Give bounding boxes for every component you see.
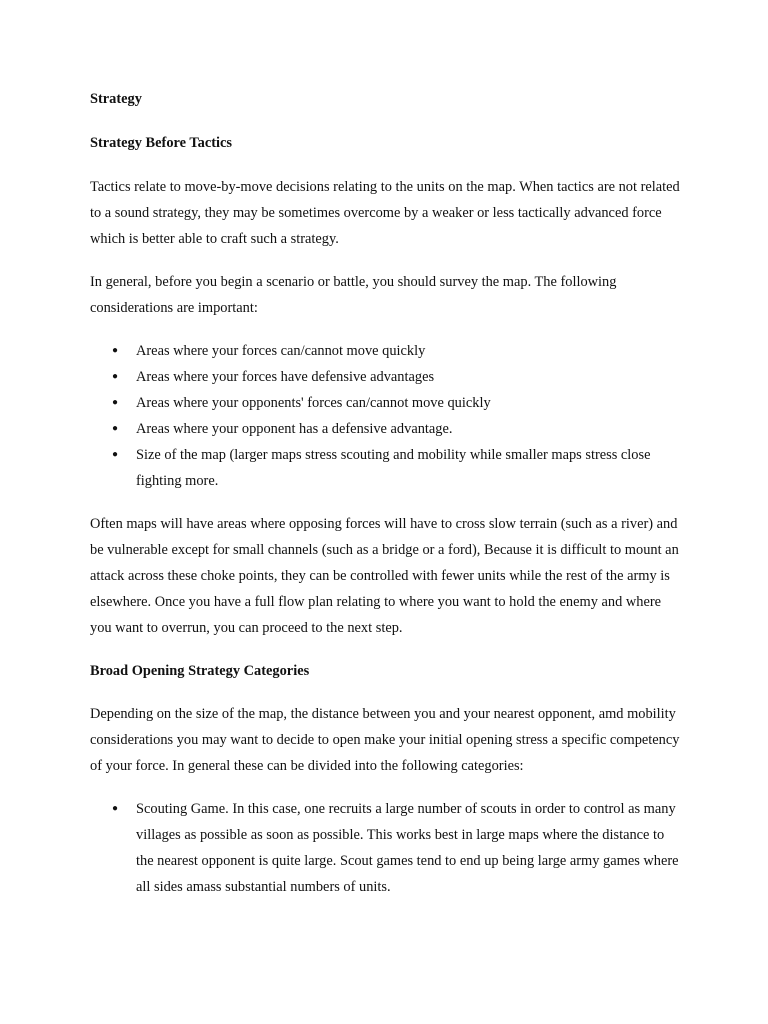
paragraph-choke-points: Often maps will have areas where opposing forces will have to cross slow terrain (such as a river) and be vulnerable except for small channels (such as a bridge or a ford), Because it is difficult to mount an attack across these choke points, they can be controlled with fewer units while the rest of the army is elsewhere. Once you have a full flow plan relating to where you want to hold the enemy and where you want to overrun, you can proceed to the next step. <box>90 516 679 636</box>
considerations-list <box>90 338 682 494</box>
document-content <box>90 86 682 917</box>
bullet-icon: ● <box>112 803 119 814</box>
paragraph-tactics: Tactics relate to move-by-move decisions relating to the units on the map. When tactics are not related to a sound strategy, they may be sometimes overcome by a weaker or less tactically advanced force which is better able to craft such a strategy. <box>90 179 680 247</box>
paragraph-survey-map: In general, before you begin a scenario or battle, you should survey the map. The following considerations are important: <box>90 274 617 316</box>
list-item <box>90 442 682 494</box>
list-item-text: Scouting Game. In this case, one recruits a large number of scouts in order to control as many villages as possible as soon as possible. This works best in large maps where the distance to the nearest opponent is quite large. Scout games tend to end up being large army games where all sides amass substantial numbers of units. <box>136 801 679 895</box>
bullet-icon: ● <box>112 397 119 408</box>
bullet-icon: ● <box>112 423 119 434</box>
paragraph-opening-categories: Depending on the size of the map, the distance between you and your nearest opponent, amd mobility considerations you may want to decide to open make your initial opening stress a specific competency of your force. In general these can be divided into the following categories: <box>90 706 680 774</box>
bullet-icon: ● <box>112 449 119 460</box>
list-item <box>90 390 682 416</box>
document-title: Strategy <box>90 91 142 107</box>
list-item <box>90 338 682 364</box>
list-item-text: Size of the map (larger maps stress scouting and mobility while smaller maps stress close fighting more. <box>136 447 651 489</box>
list-item <box>90 364 682 390</box>
bullet-icon: ● <box>112 345 119 356</box>
categories-list <box>90 796 682 900</box>
list-item-text: Areas where your forces can/cannot move quickly <box>136 343 426 359</box>
list-item-text: Areas where your opponent has a defensive advantage. <box>136 421 453 437</box>
list-item <box>90 796 682 900</box>
list-item-text: Areas where your opponents' forces can/cannot move quickly <box>136 395 491 411</box>
list-item-text: Areas where your forces have defensive advantages <box>136 369 435 385</box>
section-heading-strategy-before-tactics: Strategy Before Tactics <box>90 135 233 151</box>
bullet-icon: ● <box>112 371 119 382</box>
section-heading-broad-opening-strategy: Broad Opening Strategy Categories <box>90 663 310 679</box>
list-item <box>90 416 682 442</box>
